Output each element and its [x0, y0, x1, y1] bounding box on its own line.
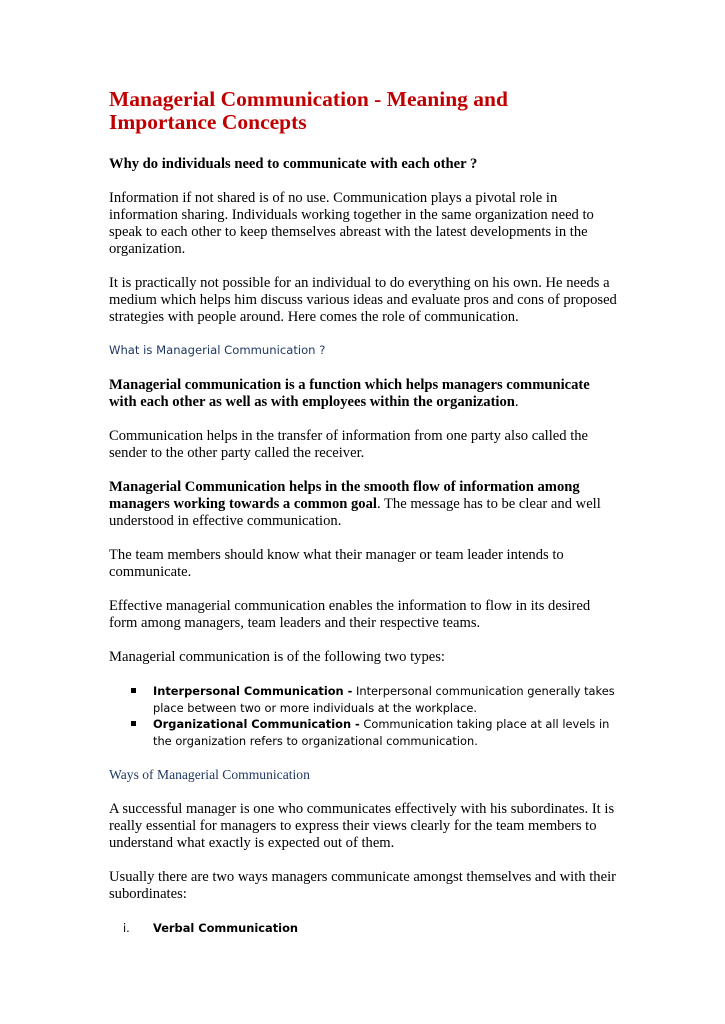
- type-text: Interpersonal communication generally takes place between two or more individuals at the workplace.: [153, 684, 615, 715]
- smooth-flow-paragraph: [109, 479, 617, 530]
- types-intro-paragraph: Managerial communication is of the following two types:: [109, 649, 445, 665]
- definition-paragraph: [109, 377, 617, 411]
- section-heading-ways: Ways of Managerial Communication: [109, 767, 310, 782]
- question-heading: Why do individuals need to communicate with each other ?: [109, 156, 478, 172]
- list-item: [109, 920, 617, 936]
- smooth-flow-tail: . The message has to be clear and well understood in effective communication.: [109, 496, 601, 529]
- roman-numeral: i.: [123, 921, 130, 935]
- square-bullet-icon: [131, 688, 136, 693]
- type-label: Interpersonal Communication -: [153, 684, 353, 698]
- intro-paragraph-1: Information if not shared is of no use. Communication plays a pivotal role in information sharing. Individuals working together in the same organization need to speak to each other to keep themselves abreast with the latest developments in the organization.: [109, 190, 594, 257]
- intro-paragraph-2: It is practically not possible for an individual to do everything on his own. He needs a medium which helps him discuss various ideas and evaluate pros and cons of proposed strategies with people around. Here comes the role of communication.: [109, 275, 617, 325]
- types-list: [109, 683, 617, 749]
- type-text: Communication taking place at all levels in the organization refers to organizational communication.: [153, 717, 610, 748]
- section-heading-what-is: What is Managerial Communication ?: [109, 343, 326, 357]
- transfer-paragraph: Communication helps in the transfer of information from one party also called the sender to the other party called the receiver.: [109, 428, 589, 461]
- square-bullet-icon: [131, 721, 136, 726]
- definition-tail: .: [514, 394, 519, 410]
- type-label: Organizational Communication -: [153, 717, 360, 731]
- team-members-paragraph: The team members should know what their manager or team leader intends to communicate.: [109, 547, 564, 580]
- two-ways-paragraph: Usually there are two ways managers communicate amongst themselves and with their subordinates:: [109, 869, 616, 902]
- successful-manager-paragraph: A successful manager is one who communicates effectively with his subordinates. It is really essential for managers to express their views clearly for the team members to understand what exactly is expected out of them.: [109, 801, 615, 851]
- document-page: [109, 88, 617, 936]
- page-title: Managerial Communication - Meaning and Importance Concepts: [109, 87, 508, 134]
- definition-bold: Managerial communication is a function which helps managers communicate with each other as well as with employees within the organization: [109, 377, 590, 410]
- list-item: [109, 716, 617, 749]
- list-item: [109, 683, 617, 716]
- smooth-flow-bold: Managerial Communication helps in the smooth flow of information among managers working towards a common goal: [109, 479, 580, 512]
- way-label: Verbal Communication: [153, 921, 299, 935]
- effective-communication-paragraph: Effective managerial communication enables the information to flow in its desired form among managers, team leaders and their respective teams.: [109, 598, 591, 631]
